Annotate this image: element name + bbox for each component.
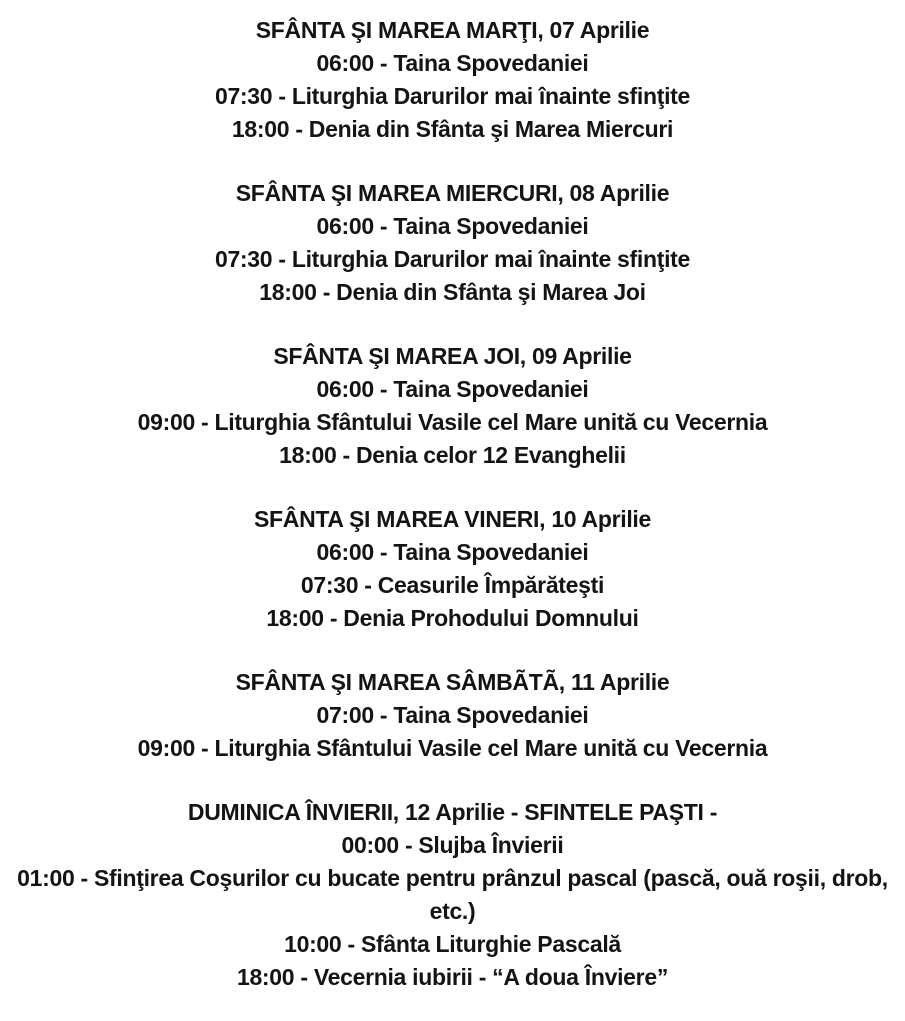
day-title: SFÂNTA ŞI MAREA MARŢI, 07 Aprilie [255, 17, 650, 43]
event-line: 10:00 - Sfânta Liturghie Pascală [284, 931, 621, 957]
day-title: SFÂNTA ŞI MAREA JOI, 09 Aprilie [273, 343, 632, 369]
event-line: 07:30 - Liturghia Darurilor mai înainte sfinţite [214, 246, 691, 272]
day-title: SFÂNTA ŞI MAREA SÂMBÃTÃ, 11 Aprilie [235, 669, 670, 695]
day-title: SFÂNTA ŞI MAREA VINERI, 10 Aprilie [253, 506, 652, 532]
event-line: 07:30 - Liturghia Darurilor mai înainte sfinţite [214, 83, 691, 109]
event-line: 06:00 - Taina Spovedaniei [316, 50, 589, 76]
event-line: 18:00 - Denia celor 12 Evanghelii [279, 442, 626, 468]
event-line: 06:00 - Taina Spovedaniei [316, 376, 589, 402]
day-title: SFÂNTA ŞI MAREA MIERCURI, 08 Aprilie [235, 180, 670, 206]
day-section [0, 14, 905, 146]
event-line: 00:00 - Slujba Învierii [341, 832, 564, 858]
day-section [0, 666, 905, 765]
event-line: 18:00 - Denia din Sfânta şi Marea Miercuri [231, 116, 674, 142]
event-line: 01:00 - Sfinţirea Coşurilor cu bucate pentru prânzul pascal (pască, ouă roşii, drob, etc.) [17, 865, 888, 924]
event-line: 18:00 - Denia din Sfânta şi Marea Joi [259, 279, 646, 305]
event-line: 18:00 - Denia Prohodului Domnului [266, 605, 639, 631]
day-title: DUMINICA ÎNVIERII, 12 Aprilie - SFINTELE PAŞTI - [187, 799, 718, 825]
event-line: 06:00 - Taina Spovedaniei [316, 213, 589, 239]
event-line: 09:00 - Liturghia Sfântului Vasile cel Mare unită cu Vecernia [137, 409, 768, 435]
day-section [0, 796, 905, 994]
event-line: 07:30 - Ceasurile Împărăteşti [300, 572, 605, 598]
event-line: 07:00 - Taina Spovedaniei [316, 702, 589, 728]
day-section [0, 503, 905, 635]
day-section [0, 340, 905, 472]
event-line: 06:00 - Taina Spovedaniei [316, 539, 589, 565]
event-line: 09:00 - Liturghia Sfântului Vasile cel Mare unită cu Vecernia [137, 735, 768, 761]
day-section [0, 177, 905, 309]
event-line: 18:00 - Vecernia iubirii - “A doua Înviere” [236, 964, 669, 990]
